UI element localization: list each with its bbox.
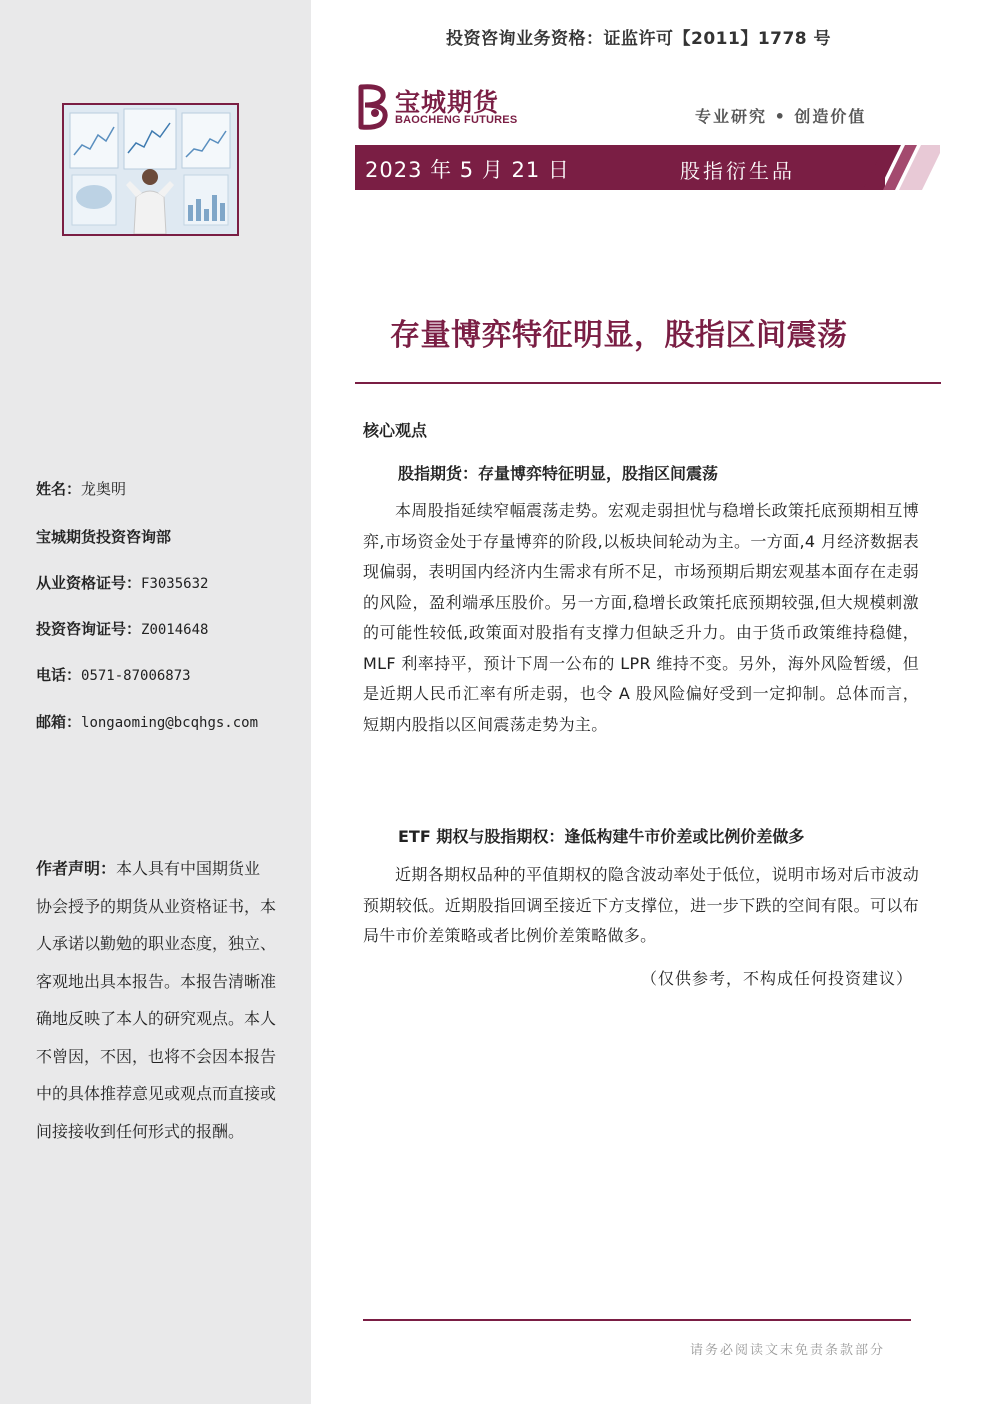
email xyxy=(36,711,258,732)
name-label: 姓名： xyxy=(36,480,82,498)
statement-label: 作者声明： xyxy=(36,859,117,878)
subheading-stock-index-futures: 股指期货：存量博弈特征明显，股指区间震荡 xyxy=(398,464,719,483)
qualification-number xyxy=(36,572,208,593)
email-value: longaoming@bcqhgs.com xyxy=(81,715,259,731)
paragraph-stock-index-futures: 本周股指延续窄幅震荡走势。宏观走弱担忧与稳增长政策托底预期相互博弈,市场资金处于存量博弈的阶段,以板块间轮动为主。一方面,4 月经济数据表现偏弱，表明国内经济内生需求有所不足，市场预期后期宏观基本面存在走弱的风险，盈利端承压股价。另一方面,稳增长政策托底预期较强,但大规模刺激的可能性较低,政策面对股指有支撑力但缺乏升力。由于货币政策维持稳健，MLF 利率持平，预计下周一公布的 LPR 维持不变。另外，海外风险暂缓，但是近期人民币汇率有所走弱，也令 A 股风险偏好受到一定抑制。总体而言，短期内股指以区间震荡走势为主。 xyxy=(363,501,919,734)
cover-image xyxy=(62,103,239,236)
logo-b-icon xyxy=(355,83,391,131)
subheading-options: ETF 期权与股指期权：逢低构建牛市价差或比例价差做多 xyxy=(398,827,805,846)
analyst-screens-illustration xyxy=(64,105,237,234)
footer-divider xyxy=(363,1319,911,1321)
title-divider xyxy=(355,382,941,384)
consulting-label: 投资咨询证号： xyxy=(36,620,142,638)
phone-label: 电话： xyxy=(36,666,82,684)
report-date: 2023 年 5 月 21 日 xyxy=(365,158,570,182)
qualification-label: 从业资格证号： xyxy=(36,574,142,592)
sidebar xyxy=(0,0,311,1404)
logo-english: BAOCHENG FUTURES xyxy=(395,114,518,126)
consulting-number xyxy=(36,618,208,639)
department xyxy=(36,526,171,547)
paragraph-options: 近期各期权品种的平值期权的隐含波动率处于低位，说明市场对后市波动预期较低。近期股指回调至接近下方支撑位，进一步下跌的空间有限。可以布局牛市价差策略或者比例价差策略做多。 xyxy=(363,865,919,945)
footer-note: 请务必阅读文末免责条款部分 xyxy=(690,1343,886,1358)
phone-value: 0571-87006873 xyxy=(81,668,191,684)
email-label: 邮箱： xyxy=(36,713,82,731)
date-banner xyxy=(355,145,940,190)
logo-chinese: 宝城期货 xyxy=(395,88,500,117)
section-core-views: 核心观点 xyxy=(363,421,428,440)
department-name: 宝城期货投资咨询部 xyxy=(36,528,172,546)
license-text: 投资咨询业务资格：证监许可【2011】1778 号 xyxy=(446,29,832,49)
company-logo xyxy=(355,83,525,133)
consulting-value: Z0014648 xyxy=(141,622,209,638)
qualification-value: F3035632 xyxy=(141,576,209,592)
statement-text: 本人具有中国期货业协会授予的期货从业资格证书，本人承诺以勤勉的职业态度，独立、客观地出具本报告。本报告清晰准确地反映了本人的研究观点。本人不曾因，不因，也将不会因本报告中的具体推荐意见或观点而直接或间接接收到任何形式的报酬。 xyxy=(36,859,277,1141)
author-name xyxy=(36,478,126,499)
name-value: 龙奥明 xyxy=(81,480,127,498)
report-title: 存量博弈特征明显，股指区间震荡 xyxy=(390,318,848,353)
phone xyxy=(36,664,191,685)
investment-disclaimer: （仅供参考，不构成任何投资建议） xyxy=(640,969,913,988)
report-category: 股指衍生品 xyxy=(680,159,795,183)
slogan: 专业研究 • 创造价值 xyxy=(695,107,867,126)
author-statement xyxy=(36,850,276,1150)
